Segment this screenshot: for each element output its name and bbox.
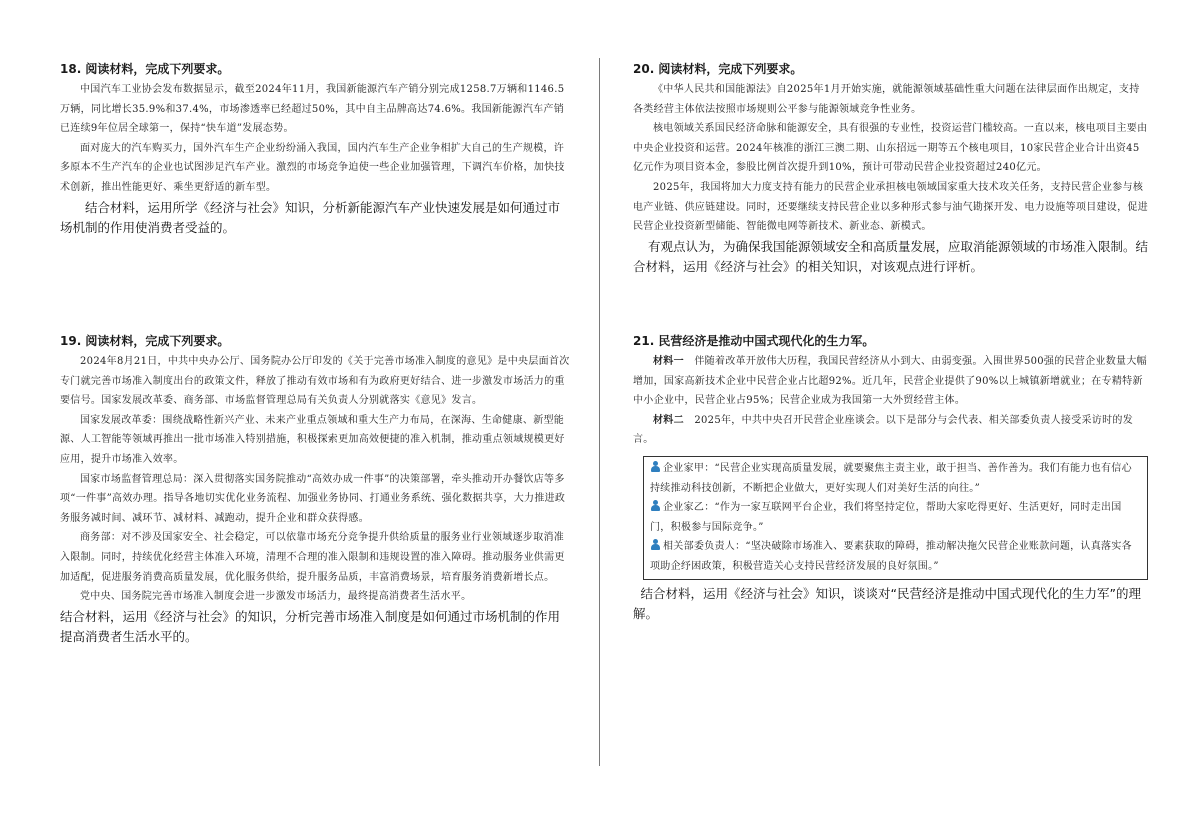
material-2-text: 2025年，中共中央召开民营企业座谈会。以下是部分与会代表、相关部委负责人接受采访时的发言。: [633, 414, 1133, 446]
question-18-task: 结合材料，运用所学《经济与社会》知识，分析新能源汽车产业快速发展是如何通过市场机制的作用使消费者受益的。: [60, 199, 561, 235]
question-20-task: 有观点认为，为确保我国能源领域安全和高质量发展，应取消能源领域的市场准入限制。结合材料，运用《经济与社会》的相关知识，对该观点进行评析。: [633, 238, 1149, 274]
question-19-paragraph: 党中央、国务院完善市场准入制度会进一步激发市场活力，最终提高消费者生活水平。: [80, 591, 472, 603]
question-21-material-2: [633, 411, 1148, 450]
column-divider: [599, 58, 600, 766]
quote-text: “坚决破除市场准入、要素获取的障碍，推动解决拖欠民营企业账款问题，认真落实各项助企纾困政策，积极营造关心支持民营经济发展的良好氛围。”: [650, 541, 1132, 572]
question-18-paragraph: 中国汽车工业协会发布数据显示，截至2024年11月，我国新能源汽车产销分别完成1258.7万辆和1146.5万辆，同比增长35.9%和37.4%，市场渗透率已经超过50%，其中自主品牌高达74.6%。我国新能源汽车产销已连续9年位居全球第一，保持“快车道”发展态势。: [60, 84, 565, 135]
quote-speaker: 企业家乙：: [663, 502, 715, 514]
quote-text: “作为一家互联网平台企业，我们将坚持定位，帮助大家吃得更好、生活更好，同时走出国门，积极参与国际竞争。”: [650, 502, 1122, 533]
person-icon: [650, 539, 661, 550]
question-19-title: 19. 阅读材料，完成下列要求。: [60, 334, 230, 348]
question-18: [60, 60, 570, 238]
question-19-paragraph: 国家发展改革委：围绕战略性新兴产业、未来产业重点领域和重大生产力布局，在深海、生命健康、新型能源、人工智能等领域再推出一批市场准入特别措施，积极探索更加高效便捷的准入机制，推动重点领域规模更好应用，提升市场准入效率。: [60, 414, 565, 465]
question-18-paragraph: 面对庞大的汽车购买力，国外汽车生产企业纷纷涌入我国，国内汽车生产企业争相扩大自己的生产规模，许多原本不生产汽车的企业也试图涉足汽车产业。激烈的市场竞争迫使一些企业加强管理，下调汽车价格，加快技术创新，推出性能更好、乘坐更舒适的新车型。: [60, 142, 565, 193]
material-1-label: 材料一: [653, 356, 684, 367]
question-19-paragraph: 国家市场监督管理总局：深入贯彻落实国务院推动“高效办成一件事”的决策部署，牵头推动开办餐饮店等多项“一件事”高效办理。指导各地切实优化业务流程、加强业务协同、打通业务系统、强化数据共享，大力推进政务服务减时间、减环节、减材料、减跑动，提升企业和群众获得感。: [60, 473, 566, 524]
question-20-title: 20. 阅读材料，完成下列要求。: [633, 62, 803, 76]
person-icon: [650, 461, 661, 472]
question-20: [633, 60, 1148, 277]
material-1-text: 伴随着改革开放伟大历程，我国民营经济从小到大、由弱变强。入围世界500强的民营企业数量大幅增加，国家高新技术企业中民营企业占比超92%。近几年，民营企业提供了90%以上城镇新增就业；在专精特新中小企业中，民营企业占95%；民营企业成为我国第一大外贸经营主体。: [633, 356, 1147, 407]
question-21-task: 结合材料，运用《经济与社会》知识，谈谈对“民营经济是推动中国式现代化的生力军”的理解。: [633, 585, 1141, 621]
quote-speaker: 企业家甲：: [663, 462, 715, 474]
question-20-paragraph: 《中华人民共和国能源法》自2025年1月开始实施，就能源领域基础性重大问题在法律层面作出规定，支持各类经营主体依法按照市场规则公平参与能源领域竞争性业务。: [633, 84, 1140, 115]
quote-item: [650, 498, 1141, 537]
quote-item: [650, 459, 1141, 498]
material-2-label: 材料二: [653, 414, 684, 426]
question-19-task: 结合材料，运用《经济与社会》的知识，分析完善市场准入制度是如何通过市场机制的作用提高消费者生活水平的。: [60, 608, 561, 644]
question-19-paragraph: 商务部：对不涉及国家安全、社会稳定，可以依靠市场充分竞争提升供给质量的服务业行业领域逐步取消准入限制。同时，持续优化经营主体准入环境，清理不合理的准入限制和违规设置的准入障碍。推动服务业供需更加适配，促进服务消费高质量发展，优化服务供给，提升服务品质，丰富消费场景，培育服务消费新增长点。: [60, 532, 565, 583]
question-21: [633, 332, 1148, 624]
question-21-material-1: [633, 352, 1148, 411]
question-20-paragraph: 2025年，我国将加大力度支持有能力的民营企业承担核电领域国家重大技术攻关任务，支持民营企业参与核电产业链、供应链建设。同时，还要继续支持民营企业以多种形式参与油气勘探开发、电力设施等项目建设，促进民营企业投资新型储能、智能微电网等新技术、新业态、新模式。: [633, 181, 1148, 233]
question-18-title: 18. 阅读材料，完成下列要求。: [60, 62, 230, 76]
quote-item: [650, 537, 1141, 576]
person-icon: [650, 500, 661, 511]
question-21-title: 21. 民营经济是推动中国式现代化的生力军。: [633, 334, 875, 348]
quote-text: “民营企业实现高质量发展，就要聚焦主责主业，敢于担当、善作善为。我们有能力也有信心持续推动科技创新，不断把企业做大，更好实现人们对美好生活的向往。”: [650, 462, 1132, 494]
quotes-box: [643, 456, 1148, 580]
question-19-paragraph: 2024年8月21日，中共中央办公厅、国务院办公厅印发的《关于完善市场准入制度的意见》是中央层面首次专门就完善市场准入制度出台的政策文件，释放了推动有效市场和有为政府更好结合、进一步激发市场活力的重要信号。国家发展改革委、商务部、市场监督管理总局有关负责人分别就落实《意见》发言。: [60, 356, 570, 407]
question-20-paragraph: 核电领域关系国民经济命脉和能源安全，具有很强的专业性，投资运营门槛较高。一直以来，核电项目主要由中央企业投资和运营。2024年核准的浙江三澳二期、山东招远一期等五个核电项目，10家民营企业合计出资45亿元作为项目资本金，参股比例首次提升到10%，预计可带动民营企业投资超过240亿元。: [633, 123, 1148, 174]
quote-speaker: 相关部委负责人：: [663, 541, 746, 553]
question-19: [60, 332, 570, 647]
